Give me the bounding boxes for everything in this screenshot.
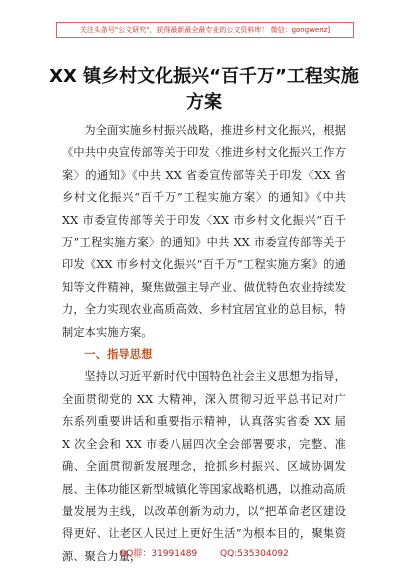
footer-contact (0, 548, 408, 560)
footer-qq-number: QQ:535304092 (220, 549, 289, 559)
promo-banner (56, 22, 354, 38)
footer-qq-group: QQ群：31991489 (119, 549, 198, 559)
document-body (62, 120, 346, 568)
section-heading-guiding-ideology: 一、指导思想 (84, 348, 153, 362)
promo-banner-text: 关注头条号"公文研究"，获得最新最全最专业的公文资料库！ 微信：gongwenz] (79, 26, 331, 34)
section1-paragraph: 坚持以习近平新时代中国特色社会主义思想为指导，全面贯彻党的 XX 大精神，深入贯彻习近平总书记对广东系列重要讲话和重要指示精神，认真落实省委 XX 届 X 次全会和 XX 市委八届四次全会部署要求，完整、准确、全面贯彻新发展理念，抢抓乡村振兴、区域协调发展、主体功能区新型城镇化等国家战略机遇，以推动高质量发展为主线，以改革创新为动力，以“把革命老区建设得更好、让老区人民过上更好生活”为根本目的，聚集资源、聚合力量， (62, 370, 346, 563)
document-title: XX 镇乡村文化振兴“百千万”工程实施方案 (49, 66, 359, 113)
intro-paragraph: 为全面实施乡村振兴战略，推进乡村文化振兴，根据《中共中央宣传部等关于印发〈推进乡村文化振兴工作方案〉的通知》《中共 XX 省委宣传部等关于印发〈XX 省乡村文化振兴“百千万”工程实施方案〉的通知》《中共 XX 市委宣传部等关于印发〈XX 市乡村文化振兴“百千万”工程实施方案〉的通知》中共 XX 市委宣传部等关于印发《XX 市乡村文化振兴“百千万”工程实施方案》的通知等文件精神，聚焦做强主导产业、做优特色农业持续发力，全力实现农业高质高效、乡村宜居宜业的总目标，特制定本实施方案。 (62, 124, 346, 339)
